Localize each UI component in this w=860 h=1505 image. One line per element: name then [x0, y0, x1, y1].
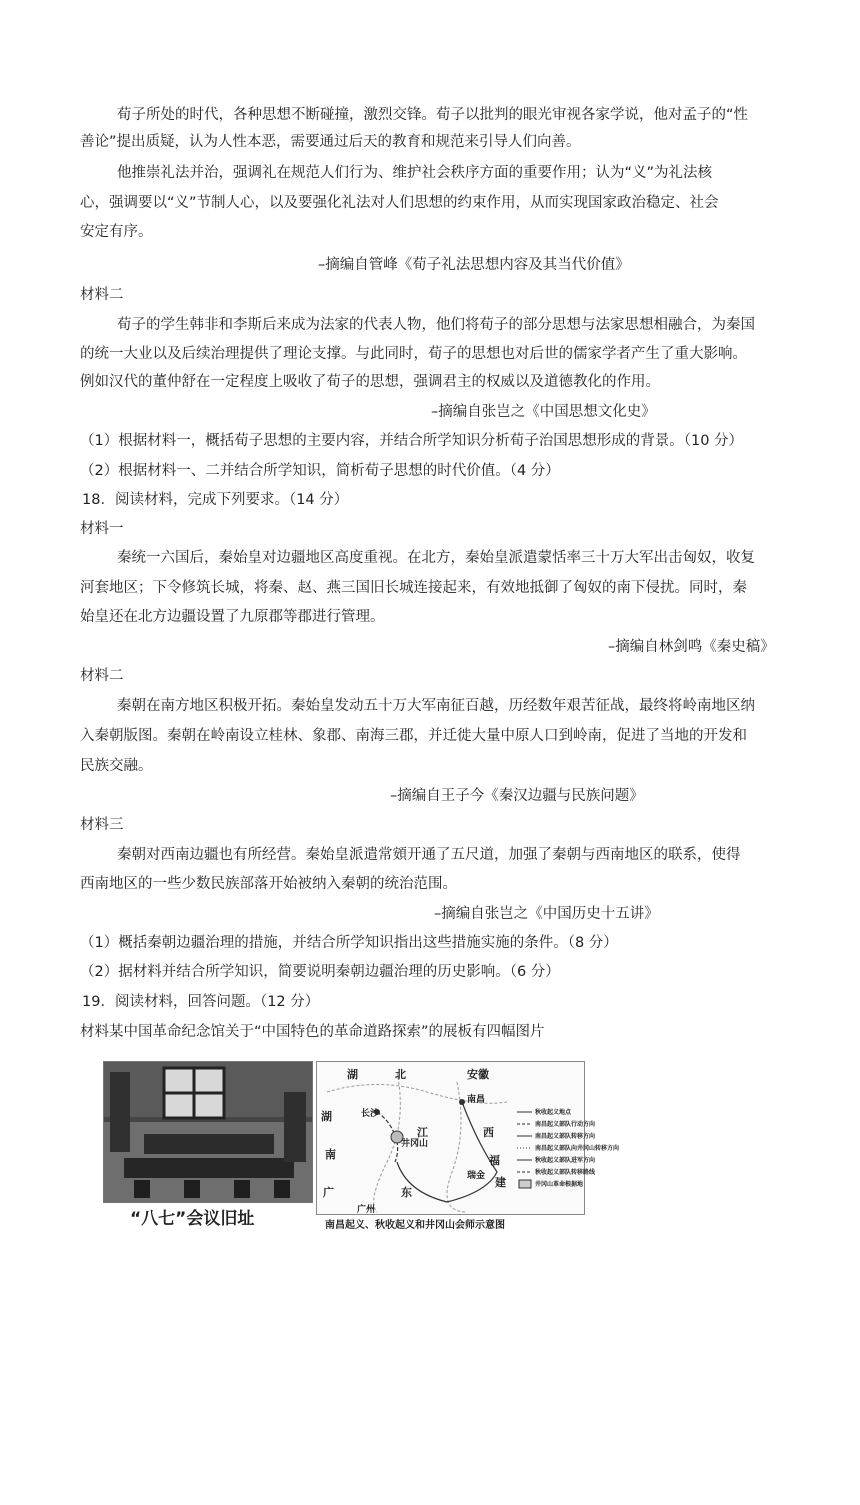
map-label-hu2: 湖 — [321, 1110, 332, 1123]
q17-material2-line2: 的统一大业以及后续治理提供了理论支撑。与此同时，荀子的思想也对后世的儒家学者产生了重大影响。 — [80, 346, 747, 362]
q18-material1-label: 材料一 — [80, 521, 124, 537]
q17-question1: （1）根据材料一，概括荀子思想的主要内容，并结合所学知识分析荀子治国思想形成的背景。（10 分） — [80, 433, 744, 449]
q18-material2-source: –摘编自王子今《秦汉边疆与民族问题》 — [390, 788, 644, 804]
q18-material3-source: –摘编自张岂之《中国历史十五讲》 — [434, 906, 659, 922]
map-legend-item: 秋收起义部队转移路线 — [535, 1169, 596, 1176]
map-caption: 南昌起义、秋收起义和井冈山会师示意图 — [325, 1220, 505, 1231]
map-label-nanchang: 南昌 — [467, 1095, 486, 1105]
q18-material1-source: –摘编自林剑鸣《秦史稿》 — [608, 639, 775, 655]
q18-title: 18．阅读材料，完成下列要求。（14 分） — [82, 492, 349, 508]
map-label-nan: 南 — [325, 1148, 336, 1161]
q17-question2: （2）根据材料一、二并结合所学知识，简析荀子思想的时代价值。（4 分） — [80, 463, 560, 479]
map-legend-item: 井冈山革命根据地 — [535, 1181, 584, 1188]
q18-material2-line3: 民族交融。 — [80, 758, 153, 774]
map-label-jiang: 江 — [417, 1126, 428, 1139]
q19-title: 19．阅读材料，回答问题。（12 分） — [82, 994, 320, 1010]
q17-material2-label: 材料二 — [80, 287, 124, 303]
map-label-hu: 湖 — [347, 1068, 358, 1081]
q18-material1-line1: 秦统一六国后，秦始皇对边疆地区高度重视。在北方，秦始皇派遣蒙恬率三十万大军出击匈奴，收复 — [117, 550, 755, 566]
material1-source: –摘编自管峰《荀子礼法思想内容及其当代价值》 — [318, 257, 630, 273]
q17-material2-source: –摘编自张岂之《中国思想文化史》 — [431, 404, 656, 420]
map-label-jian: 建 — [495, 1176, 506, 1189]
q18-material2-line1: 秦朝在南方地区积极开拓。秦始皇发动五十万大军南征百越，历经数年艰苦征战，最终将岭南地区纳 — [117, 698, 755, 714]
q18-material2-label: 材料二 — [80, 668, 124, 684]
map-label-anhui: 安徽 — [467, 1068, 489, 1081]
uprising-route-map — [316, 1061, 620, 1215]
map-legend-item: 南昌起义部队转移方向 — [535, 1133, 596, 1140]
map-label-xi: 西 — [483, 1126, 494, 1139]
material1-para1-line1: 荀子所处的时代，各种思想不断碰撞，激烈交锋。荀子以批判的眼光审视各家学说，他对孟子的“性 — [117, 107, 749, 123]
meeting-room-illustration — [104, 1062, 312, 1202]
map-legend-item: 秋收起义部队进军方向 — [535, 1157, 596, 1164]
map-label-bei: 北 — [395, 1068, 406, 1081]
q17-material2-line3: 例如汉代的董仲舒在一定程度上吸收了荀子的思想，强调君主的权威以及道德教化的作用。 — [80, 374, 660, 390]
q18-question2: （2）据材料并结合所学知识，简要说明秦朝边疆治理的历史影响。（6 分） — [80, 964, 560, 980]
q18-material3-line2: 西南地区的一些少数民族部落开始被纳入秦朝的统治范围。 — [80, 876, 457, 892]
q18-material1-line3: 始皇还在北方边疆设置了九原郡等郡进行管理。 — [80, 609, 385, 625]
map-legend-item: 南昌起义部队行动方向 — [535, 1121, 596, 1128]
material1-para2-line2: 心，强调要以“义”节制人心，以及要强化礼法对人们思想的约束作用，从而实现国家政治稳定、社会 — [80, 195, 719, 211]
map-label-dong: 东 — [401, 1186, 412, 1199]
map-legend-item: 秋收起义地点 — [535, 1109, 572, 1116]
map-label-changsha: 长沙 — [361, 1109, 380, 1119]
material1-para2-line1: 他推崇礼法并治，强调礼在规范人们行为、维护社会秩序方面的重要作用；认为“义”为礼法核 — [117, 165, 713, 181]
q18-material2-line2: 入秦朝版图。秦朝在岭南设立桂林、象郡、南海三郡，并迁徙大量中原人口到岭南，促进了当地的开发和 — [80, 728, 747, 744]
map-label-jinggangshan: 井冈山 — [401, 1139, 429, 1149]
meeting-room-photo — [103, 1061, 313, 1203]
map-label-ruijin: 瑞金 — [467, 1171, 486, 1181]
map-label-guangzhou: 广州 — [357, 1205, 376, 1215]
q18-material1-line2: 河套地区；下令修筑长城，将秦、赵、燕三国旧长城连接起来，有效地抵御了匈奴的南下侵扰。同时，秦 — [80, 580, 747, 596]
map-label-guang: 广 — [323, 1186, 334, 1199]
photo-caption: “八七”会议旧址 — [130, 1209, 255, 1229]
map-label-fu: 福 — [489, 1154, 500, 1167]
q17-material2-line1: 荀子的学生韩非和李斯后来成为法家的代表人物，他们将荀子的部分思想与法家思想相融合，为秦国 — [117, 317, 755, 333]
q18-material3-label: 材料三 — [80, 817, 124, 833]
q19-intro: 材料某中国革命纪念馆关于“中国特色的革命道路探索”的展板有四幅图片 — [80, 1024, 545, 1040]
q18-question1: （1）概括秦朝边疆治理的措施，并结合所学知识指出这些措施实施的条件。（8 分） — [80, 935, 618, 951]
map-legend-item: 南昌起义部队向井冈山转移方向 — [535, 1145, 620, 1152]
q18-material3-line1: 秦朝对西南边疆也有所经营。秦始皇派遣常頞开通了五尺道，加强了秦朝与西南地区的联系，使得 — [117, 847, 741, 863]
material1-para1-line2: 善论”提出质疑，认为人性本恶，需要通过后天的教育和规范来引导人们向善。 — [80, 134, 581, 150]
material1-para2-line3: 安定有序。 — [80, 224, 153, 240]
